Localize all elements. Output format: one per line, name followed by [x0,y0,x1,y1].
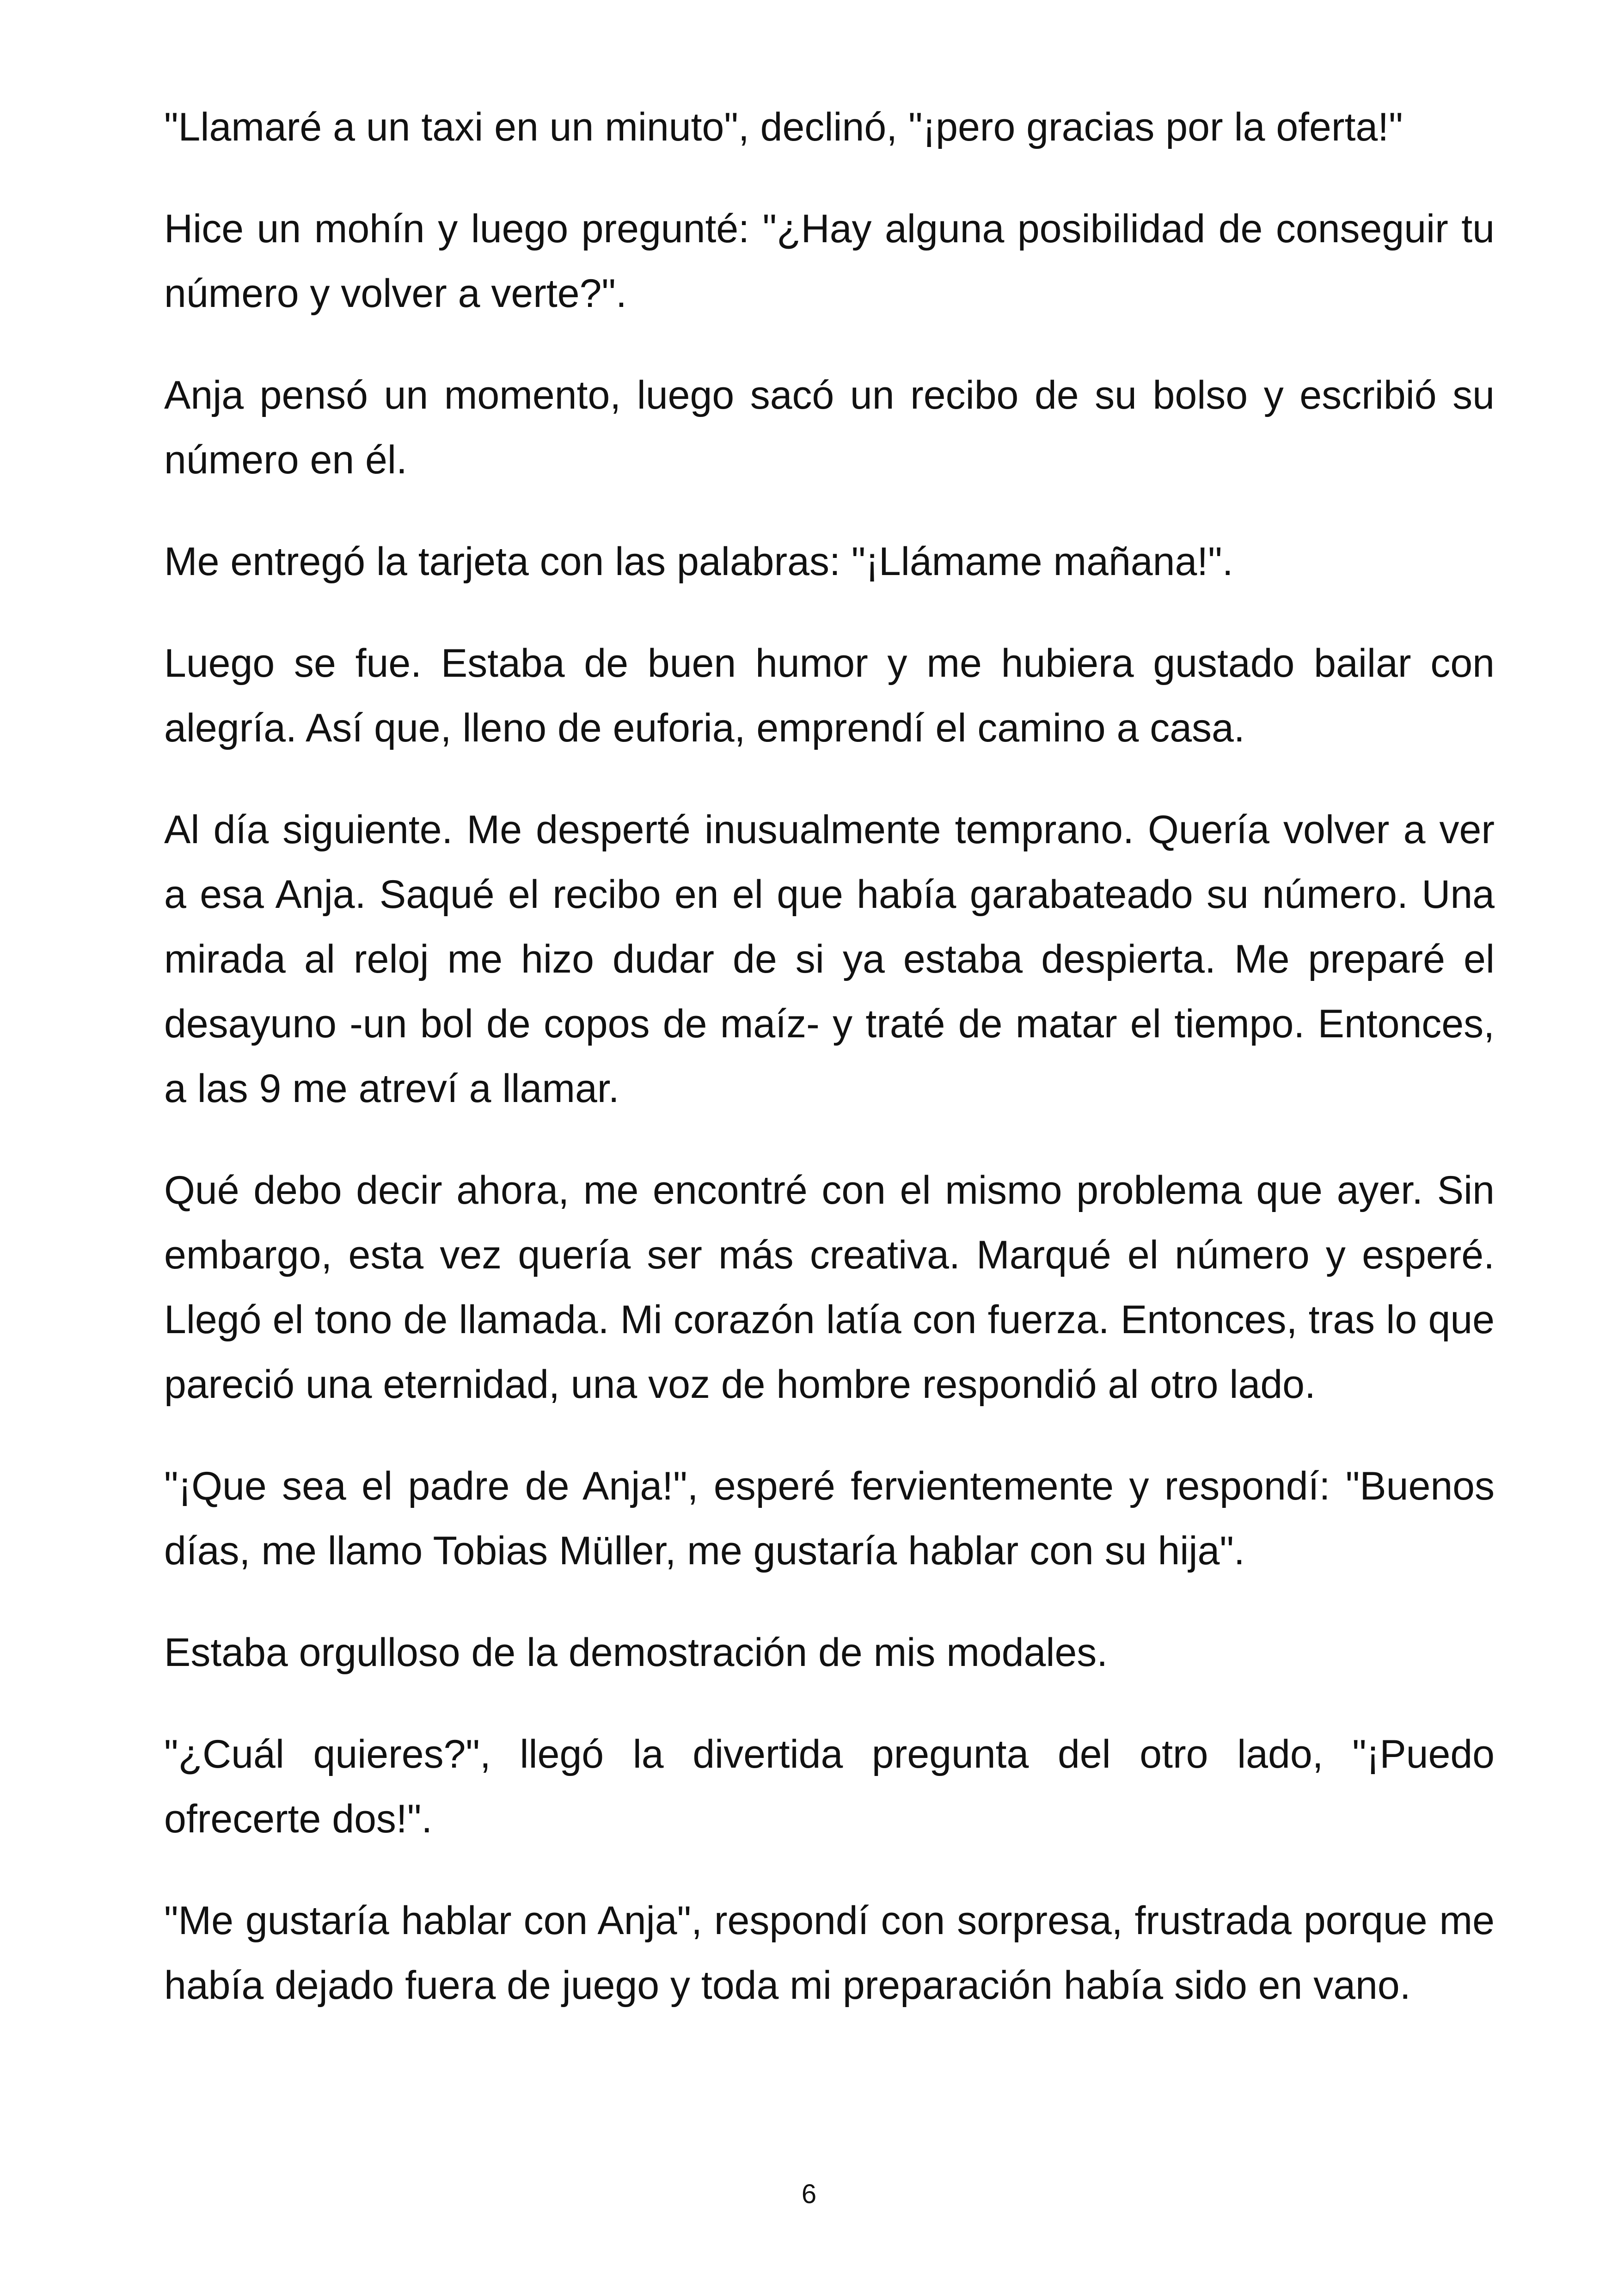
paragraph: Qué debo decir ahora, me encontré con el mismo problema que ayer. Sin embargo, esta vez quería ser más creativa. Marqué el número y esperé. Llegó el tono de llamada. Mi corazón latía con fuerza. Entonces, tras lo que pareció una eternidad, una voz de hombre respondió al otro lado. [164,1168,1495,1407]
paragraph: "¡Que sea el padre de Anja!", esperé fervientemente y respondí: "Buenos días, me llamo Tobias Müller, me gustaría hablar con su hija". [164,1464,1495,1573]
paragraph: "Me gustaría hablar con Anja", respondí con sorpresa, frustrada porque me había dejado fuera de juego y toda mi preparación había sido en vano. [164,1898,1495,2008]
body-text [164,95,1495,2055]
paragraph: Estaba orgulloso de la demostración de mis modales. [164,1630,1108,1675]
paragraph: Al día siguiente. Me desperté inusualmente temprano. Quería volver a ver a esa Anja. Saqué el recibo en el que había garabateado su número. Una mirada al reloj me hizo dudar de si ya estaba despierta. Me preparé el desayuno -un bol de copos de maíz- y traté de matar el tiempo. Entonces, a las 9 me atreví a llamar. [164,808,1495,1111]
paragraph: Luego se fue. Estaba de buen humor y me hubiera gustado bailar con alegría. Así que, lleno de euforia, emprendí el camino a casa. [164,641,1495,750]
page-number: 6 [801,2179,817,2209]
paragraph: Anja pensó un momento, luego sacó un recibo de su bolso y escribió su número en él. [164,373,1495,482]
paragraph: "¿Cuál quieres?", llegó la divertida pregunta del otro lado, "¡Puedo ofrecerte dos!". [164,1732,1495,1841]
paragraph: "Llamaré a un taxi en un minuto", declinó, "¡pero gracias por la oferta!" [164,105,1403,149]
paragraph: Hice un mohín y luego pregunté: "¿Hay alguna posibilidad de conseguir tu número y volver a verte?". [164,207,1495,316]
paragraph: Me entregó la tarjeta con las palabras: "¡Llámame mañana!". [164,539,1233,584]
